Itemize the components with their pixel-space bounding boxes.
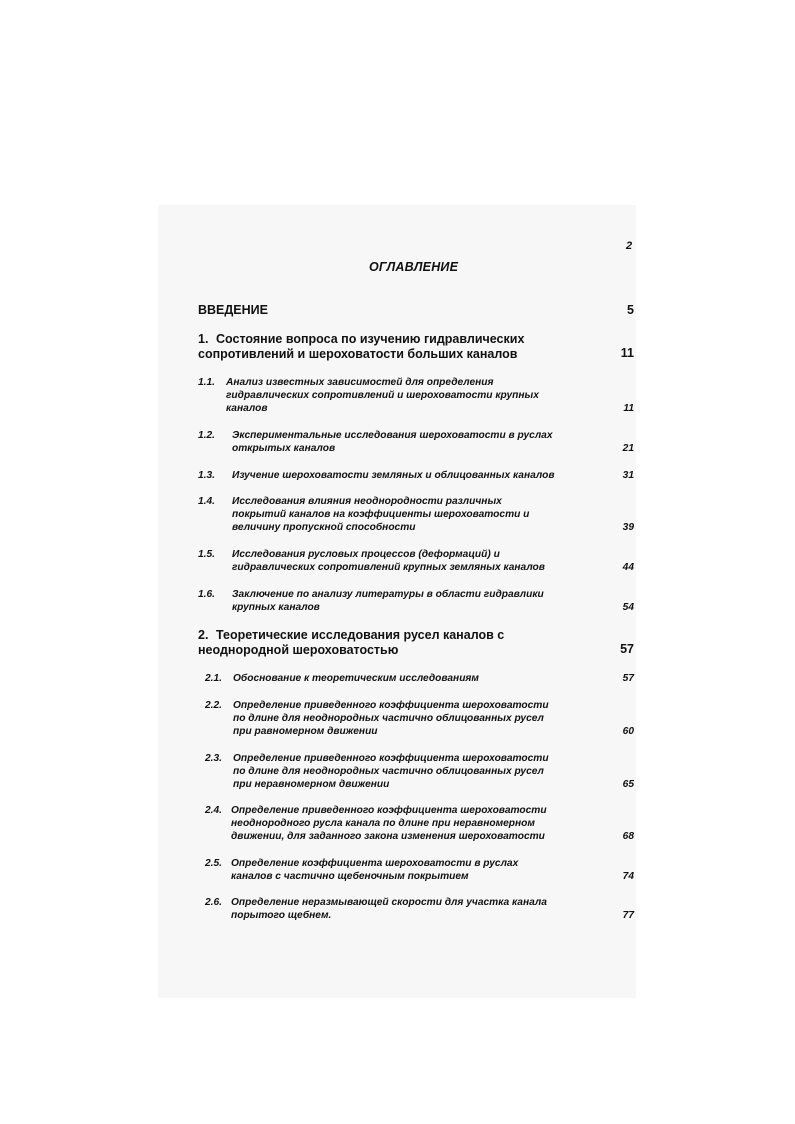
toc-chapter-2 (198, 628, 634, 660)
toc-page-number: 39 (622, 522, 634, 533)
toc-section-2-5 (205, 857, 634, 884)
toc-section-title: Анализ известных зависимостей для определения гидравлических сопротивлений и шероховатости крупных каналов (226, 377, 539, 414)
toc-page-number: 68 (622, 831, 634, 842)
toc-section-2-4 (205, 804, 634, 844)
toc-page-number: 31 (622, 470, 634, 481)
toc-page-number: 57 (620, 642, 634, 656)
toc-section-number: 1.2. (198, 430, 215, 441)
toc-chapter-title: Состояние вопроса по изучению гидравлических сопротивлений и шероховатости больших каналов (198, 332, 525, 361)
toc-section-title: Экспериментальные исследования шероховатости в руслах открытых каналов (232, 430, 553, 454)
toc-section-1-6 (198, 588, 634, 615)
toc-section-title: Определение приведенного коэффициента шероховатости по длине для неоднородных частично облицованных русел при неравномерном движении (233, 753, 549, 790)
toc-section-number: 2.2. (205, 700, 222, 711)
toc-section-number: 2.4. (205, 805, 222, 816)
toc-section-1-3 (198, 469, 634, 483)
toc-section-title: Обоснование к теоретическим исследованиям (233, 673, 479, 684)
toc-section-2-3 (205, 752, 634, 792)
toc-section-number: 2.5. (205, 858, 222, 869)
toc-page-number: 11 (620, 346, 634, 360)
toc-entry-intro (198, 303, 634, 319)
toc-chapter-1 (198, 332, 634, 364)
page-title: ОГЛАВЛЕНИЕ (369, 260, 459, 274)
toc-section-title: Определение приведенного коэффициента шероховатости по длине для неоднородных частично облицованных русел при равномерном движении (233, 700, 549, 737)
toc-chapter-number: 2. (198, 628, 209, 642)
toc-page-number: 21 (622, 443, 634, 454)
toc-section-1-2 (198, 429, 634, 456)
toc-chapter-number: 1. (198, 332, 209, 346)
toc-section-title: Исследования влияния неоднородности различных покрытий каналов на коэффициенты шероховатости и величину пропускной способности (232, 496, 530, 533)
toc-page-number: 11 (623, 403, 634, 414)
toc-page-number: 65 (622, 779, 634, 790)
toc-section-number: 1.6. (198, 589, 215, 600)
toc-section-2-2 (205, 699, 634, 739)
toc-page-number: 77 (622, 910, 634, 921)
toc-intro-label: ВВЕДЕНИЕ (198, 303, 268, 317)
toc-page-number: 44 (622, 562, 634, 573)
toc-section-title: Определение приведенного коэффициента шероховатости неоднородного русла канала по длине при неравномерном движении, для заданного закона изменения шероховатости (231, 805, 547, 842)
toc-page-number: 5 (627, 303, 634, 317)
toc-section-number: 1.4. (198, 496, 215, 507)
toc-section-number: 2.1. (205, 673, 222, 684)
toc-page-number: 74 (622, 871, 634, 882)
toc-section-number: 1.1. (198, 377, 215, 388)
toc-section-title: Заключение по анализу литературы в области гидравлики крупных каналов (232, 589, 544, 613)
toc-section-number: 1.3. (198, 470, 215, 481)
toc-section-number: 2.6. (205, 897, 222, 908)
toc-section-1-1 (198, 376, 634, 416)
toc-section-number: 2.3. (205, 753, 222, 764)
toc-section-2-1 (205, 672, 634, 686)
toc-section-title: Определение коэффициента шероховатости в руслах каналов с частично щебеночным покрытием (231, 858, 519, 882)
toc-section-2-6 (205, 896, 634, 923)
toc-page-number: 57 (622, 673, 634, 684)
toc-page-number: 54 (622, 602, 634, 613)
toc-section-title: Исследования русловых процессов (деформаций) и гидравлических сопротивлений крупных земляных каналов (232, 549, 545, 573)
page-number: 2 (626, 240, 633, 252)
toc-section-number: 1.5. (198, 549, 215, 560)
toc-section-title: Изучение шероховатости земляных и облицованных каналов (232, 470, 555, 481)
toc-section-title: Определение неразмывающей скорости для участка канала порытого щебнем. (231, 897, 547, 921)
toc-page-number: 60 (622, 726, 634, 737)
toc-section-1-5 (198, 548, 634, 575)
toc-chapter-title: Теоретические исследования русел каналов с неоднородной шероховатостью (198, 628, 505, 657)
toc-section-1-4 (198, 495, 634, 535)
